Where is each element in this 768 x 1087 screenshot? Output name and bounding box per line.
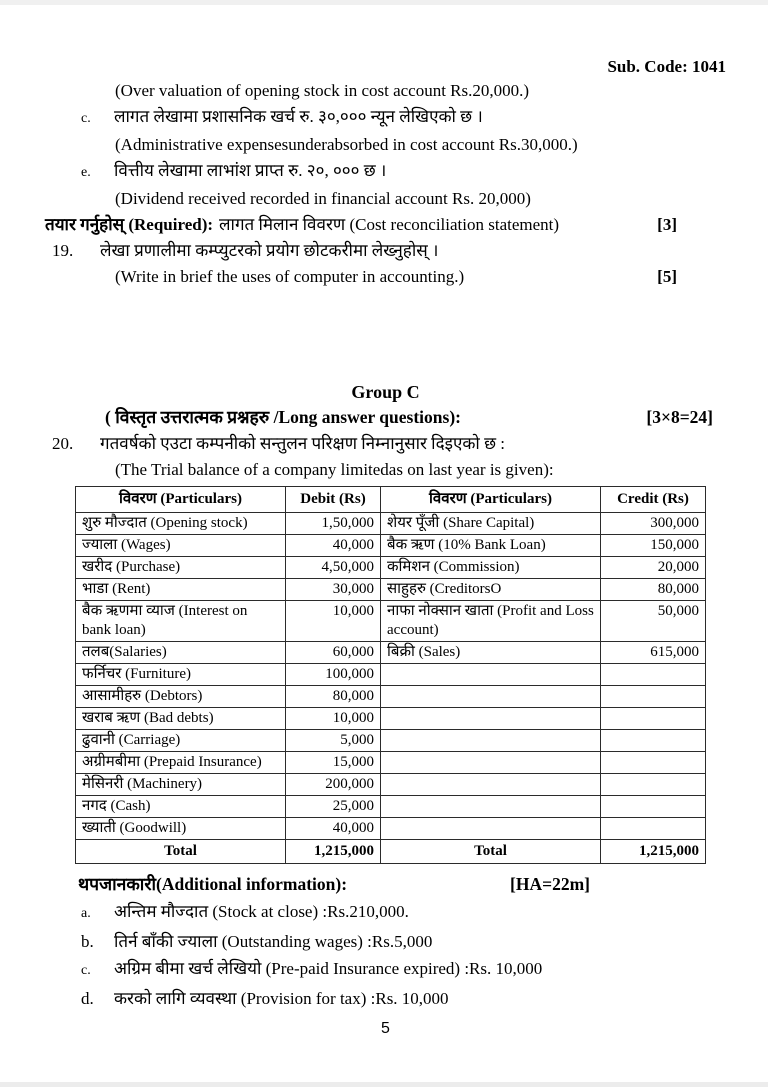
cell-credit	[601, 664, 706, 686]
table-row	[76, 579, 706, 601]
item-marker: c.	[81, 111, 91, 126]
total-label-left: Total	[76, 840, 286, 864]
group-c-title: Group C	[351, 382, 420, 402]
cell-credit	[601, 818, 706, 840]
cell-right	[381, 686, 601, 708]
q18-overvaluation-note: (Over valuation of opening stock in cost account Rs.20,000.)	[115, 81, 530, 100]
additional-info-item	[45, 928, 726, 956]
table-row	[76, 774, 706, 796]
cell-debit: 10,000	[286, 708, 381, 730]
header-particulars-right: विवरण (Particulars)	[381, 487, 601, 513]
table-row	[76, 796, 706, 818]
cell-left: ढुवानी (Carriage)	[76, 730, 286, 752]
cell-debit: 15,000	[286, 752, 381, 774]
cell-left: भाडा (Rent)	[76, 579, 286, 601]
group-c-marks: [3×8=24]	[646, 407, 713, 427]
cell-left: ज्याला (Wages)	[76, 535, 286, 557]
additional-info-item	[45, 955, 726, 985]
additional-info-item	[45, 985, 726, 1013]
total-credit: 1,215,000	[601, 840, 706, 864]
cell-left: अग्रीमबीमा (Prepaid Insurance)	[76, 752, 286, 774]
total-label-right: Total	[381, 840, 601, 864]
cell-right: कमिशन (Commission)	[381, 557, 601, 579]
q20-nepali-line	[45, 431, 726, 457]
required-label: तयार गर्नुहोस् (Required):	[45, 215, 214, 234]
cell-credit	[601, 796, 706, 818]
cell-credit: 300,000	[601, 513, 706, 535]
table-row	[76, 818, 706, 840]
cell-debit: 1,50,000	[286, 513, 381, 535]
cell-debit: 200,000	[286, 774, 381, 796]
cell-left: खरीद (Purchase)	[76, 557, 286, 579]
cell-left: ख्याती (Goodwill)	[76, 818, 286, 840]
item-marker: d.	[81, 988, 94, 1008]
cell-right	[381, 774, 601, 796]
cell-debit: 100,000	[286, 664, 381, 686]
cell-left: फर्निचर (Furniture)	[76, 664, 286, 686]
cell-right	[381, 664, 601, 686]
cell-credit: 615,000	[601, 642, 706, 664]
cell-right: साहुहरु (CreditorsO	[381, 579, 601, 601]
q18-marks: [3]	[657, 215, 677, 234]
cell-debit: 40,000	[286, 535, 381, 557]
header-credit: Credit (Rs)	[601, 487, 706, 513]
table-row	[76, 642, 706, 664]
table-row	[76, 513, 706, 535]
item-marker: b.	[81, 931, 94, 951]
cell-right	[381, 818, 601, 840]
question-nepali-text: लेखा प्रणालीमा कम्प्युटरको प्रयोग छोटकरीमा लेख्नुहोस् ।	[100, 241, 439, 260]
item-text: अग्रिम बीमा खर्च लेखियो (Pre-paid Insurance expired) :Rs. 10,000	[114, 959, 543, 978]
scan-edge-top	[0, 0, 768, 5]
additional-info-item	[45, 898, 726, 928]
question-english-text: (Write in brief the uses of computer in accounting.)	[115, 267, 465, 286]
q20-english-line: (The Trial balance of a company limitedas on last year is given):	[115, 460, 554, 479]
item-marker: e.	[81, 165, 91, 180]
q18-item-e-english: (Dividend received recorded in financial account Rs. 20,000)	[115, 189, 531, 208]
cell-right	[381, 708, 601, 730]
cell-right: शेयर पूँजी (Share Capital)	[381, 513, 601, 535]
q18-item-c	[45, 104, 726, 132]
cell-debit: 4,50,000	[286, 557, 381, 579]
cell-debit: 40,000	[286, 818, 381, 840]
table-row	[76, 664, 706, 686]
cell-credit: 50,000	[601, 601, 706, 642]
table-header-row	[76, 487, 706, 513]
item-marker: c.	[81, 963, 91, 978]
q18-item-c-english: (Administrative expensesunderabsorbed in cost account Rs.30,000.)	[115, 135, 578, 154]
table-row	[76, 557, 706, 579]
cell-right	[381, 752, 601, 774]
table-row	[76, 535, 706, 557]
additional-info-heading: थपजानकारी(Additional information):	[78, 874, 348, 894]
item-text: करको लागि व्यवस्था (Provision for tax) :Rs. 10,000	[114, 988, 449, 1008]
cell-debit: 80,000	[286, 686, 381, 708]
cell-credit: 150,000	[601, 535, 706, 557]
cell-right	[381, 730, 601, 752]
table-row	[76, 686, 706, 708]
cell-credit	[601, 774, 706, 796]
additional-info-marks: [HA=22m]	[510, 874, 590, 894]
total-debit: 1,215,000	[286, 840, 381, 864]
cell-credit	[601, 708, 706, 730]
subject-code: Sub. Code: 1041	[607, 57, 726, 76]
cell-left: बैक ऋणमा व्याज (Interest on bank loan)	[76, 601, 286, 642]
cell-credit: 20,000	[601, 557, 706, 579]
question-nepali-text: गतवर्षको एउटा कम्पनीको सन्तुलन परिक्षण निम्नानुसार दिइएको छ :	[100, 434, 505, 453]
q19-nepali-line	[45, 238, 726, 264]
cell-debit: 10,000	[286, 601, 381, 642]
question-number: 19.	[52, 241, 74, 260]
additional-info-heading-line	[78, 871, 726, 898]
required-text: लागत मिलान विवरण (Cost reconciliation statement)	[219, 215, 560, 234]
cell-right: बैक ऋण (10% Bank Loan)	[381, 535, 601, 557]
scan-edge-bottom	[0, 1082, 768, 1087]
table-row	[76, 601, 706, 642]
cell-credit: 80,000	[601, 579, 706, 601]
cell-left: शुरु मौज्दात (Opening stock)	[76, 513, 286, 535]
cell-right: नाफा नोक्सान खाता (Profit and Loss account)	[381, 601, 601, 642]
q19-marks: [5]	[657, 267, 677, 286]
header-particulars-left: विवरण (Particulars)	[76, 487, 286, 513]
group-c-subtitle-line	[45, 404, 726, 431]
group-c-subtitle: ( विस्तृत उत्तरात्मक प्रश्नहरु /Long answer questions):	[105, 407, 461, 427]
cell-left: खराब ऋण (Bad debts)	[76, 708, 286, 730]
cell-debit: 25,000	[286, 796, 381, 818]
item-nepali-text: वित्तीय लेखामा लाभांश प्राप्त रु. २०, ००० छ ।	[114, 161, 387, 180]
header-debit: Debit (Rs)	[286, 487, 381, 513]
cell-debit: 30,000	[286, 579, 381, 601]
cell-right: बिक्री (Sales)	[381, 642, 601, 664]
trial-balance-table	[75, 486, 706, 864]
item-nepali-text: लागत लेखामा प्रशासनिक खर्च रु. ३०,००० न्यून लेखिएको छ ।	[114, 107, 483, 126]
question-number: 20.	[52, 434, 74, 453]
table-row	[76, 708, 706, 730]
cell-left: नगद (Cash)	[76, 796, 286, 818]
cell-left: तलब(Salaries)	[76, 642, 286, 664]
cell-debit: 5,000	[286, 730, 381, 752]
q18-required-line	[45, 212, 726, 238]
cell-right	[381, 796, 601, 818]
cell-credit	[601, 752, 706, 774]
cell-left: आसामीहरु (Debtors)	[76, 686, 286, 708]
cell-credit	[601, 730, 706, 752]
table-row	[76, 730, 706, 752]
table-total-row	[76, 840, 706, 864]
q19-english-line	[115, 264, 726, 290]
cell-credit	[601, 686, 706, 708]
item-text: तिर्न बाँकी ज्याला (Outstanding wages) :Rs.5,000	[114, 931, 433, 951]
item-text: अन्तिम मौज्दात (Stock at close) :Rs.210,000.	[114, 902, 409, 921]
q18-item-e	[45, 158, 726, 186]
table-row	[76, 752, 706, 774]
page-number: 5	[381, 1020, 390, 1037]
cell-left: मेसिनरी (Machinery)	[76, 774, 286, 796]
item-marker: a.	[81, 906, 91, 921]
cell-debit: 60,000	[286, 642, 381, 664]
